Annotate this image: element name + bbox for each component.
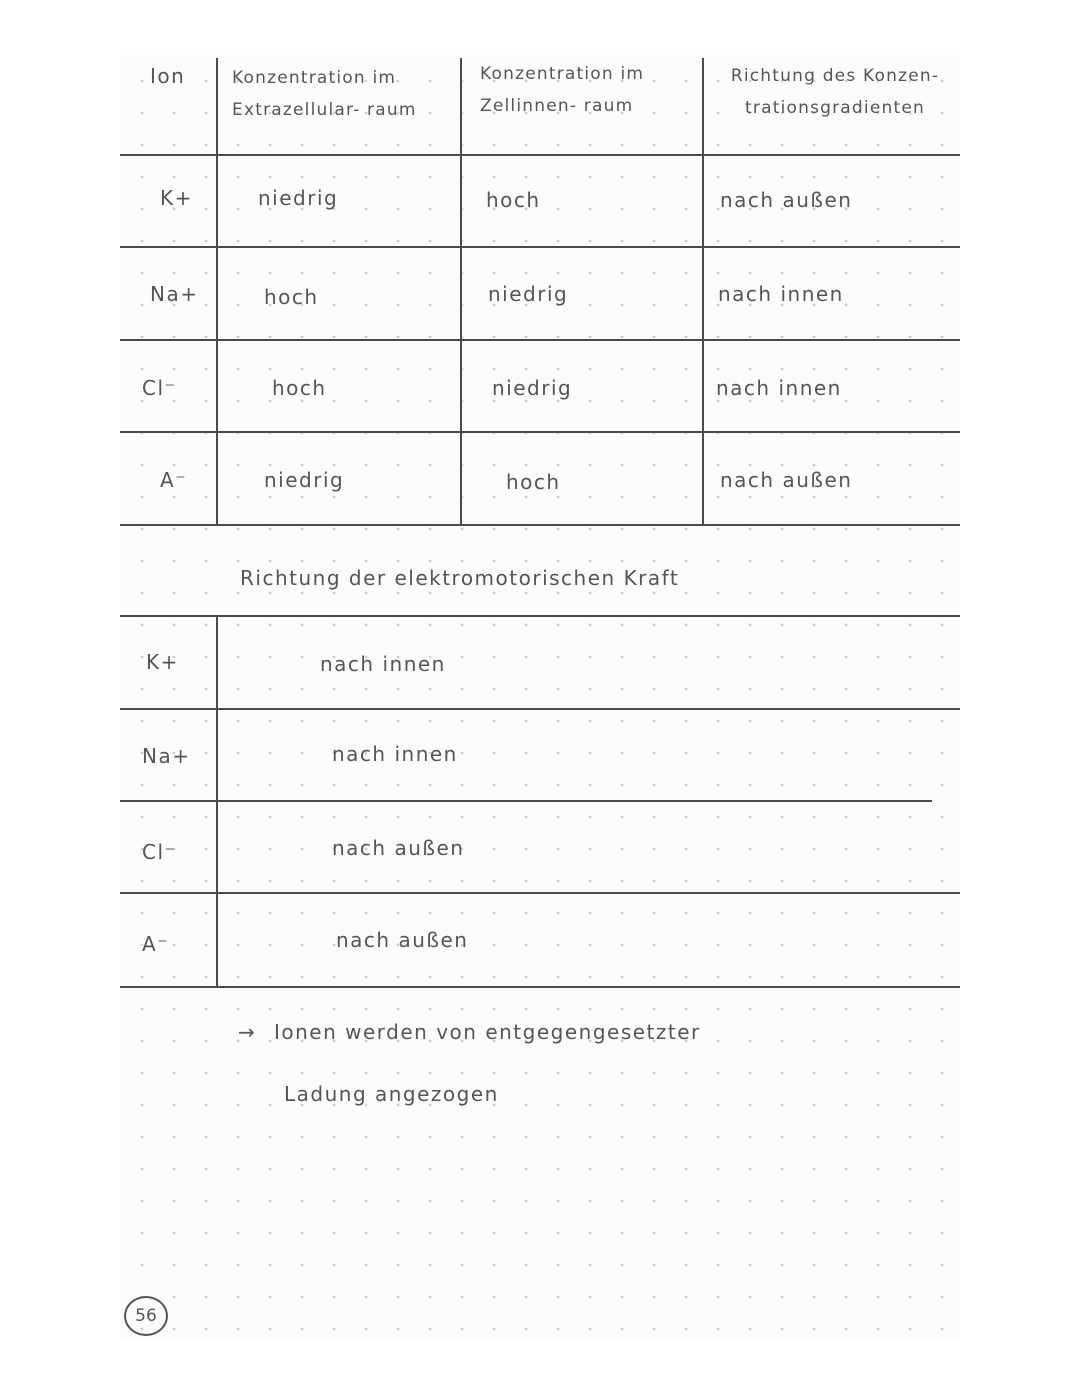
table2-row-rule — [120, 708, 960, 710]
table2-row4-ion: A⁻ — [142, 932, 170, 956]
table1-bottom-rule — [120, 524, 960, 526]
table1-row2-extra: hoch — [264, 285, 319, 309]
page-number: 56 — [124, 1296, 168, 1336]
table1-row4-direction: nach außen — [720, 468, 853, 492]
table1-row3-intra: niedrig — [492, 376, 573, 400]
table1-row1-ion: K+ — [160, 186, 193, 210]
table1-header-extracellular: Konzentration im Extrazellular- raum — [232, 68, 417, 120]
table2-bottom-rule — [120, 986, 960, 988]
table1-column-rule — [460, 58, 462, 526]
table2-row3-ion: Cl⁻ — [142, 840, 177, 864]
note-line2: Ladung angezogen — [284, 1082, 499, 1106]
table1-row2-ion: Na+ — [150, 282, 199, 306]
table1-row4-extra: niedrig — [264, 468, 345, 492]
table1-row2-direction: nach innen — [718, 282, 844, 306]
table1-row3-ion: Cl⁻ — [142, 376, 177, 400]
table2-row4-direction: nach außen — [336, 928, 469, 952]
note-arrow-icon: → — [238, 1020, 257, 1044]
table1-row-rule — [120, 431, 960, 433]
table2-row-rule — [120, 800, 932, 802]
table2-column-rule — [216, 617, 218, 988]
note-line1: Ionen werden von entgegengesetzter — [274, 1020, 701, 1044]
table1-row-rule — [120, 339, 960, 341]
table2-row1-ion: K+ — [146, 650, 179, 674]
table2-row3-direction: nach außen — [332, 836, 465, 860]
table1-row1-direction: nach außen — [720, 188, 853, 212]
table1-row2-intra: niedrig — [488, 282, 569, 306]
table1-column-rule — [702, 58, 704, 526]
table1-header-intracellular: Konzentration im Zellinnen- raum — [480, 64, 645, 116]
table1-row4-intra: hoch — [506, 470, 561, 494]
table1-row1-extra: niedrig — [258, 186, 339, 210]
table1-header-gradient-direction: Richtung des Konzen- trationsgradienten — [730, 66, 940, 118]
table1-row-rule — [120, 246, 960, 248]
table1-header-rule — [120, 154, 960, 156]
table2-row2-ion: Na+ — [142, 744, 191, 768]
table1-column-rule — [216, 58, 218, 526]
table2-row1-direction: nach innen — [320, 652, 446, 676]
table2-header-rule — [120, 615, 960, 617]
table2-row2-direction: nach innen — [332, 742, 458, 766]
table1-row1-intra: hoch — [486, 188, 541, 212]
table1-row4-ion: A⁻ — [160, 468, 188, 492]
table1-row3-extra: hoch — [272, 376, 327, 400]
table1-row3-direction: nach innen — [716, 376, 842, 400]
table2-row-rule — [120, 892, 960, 894]
table1-header-ion: Ion — [150, 64, 186, 88]
table2-header: Richtung der elektromotorischen Kraft — [240, 566, 680, 590]
